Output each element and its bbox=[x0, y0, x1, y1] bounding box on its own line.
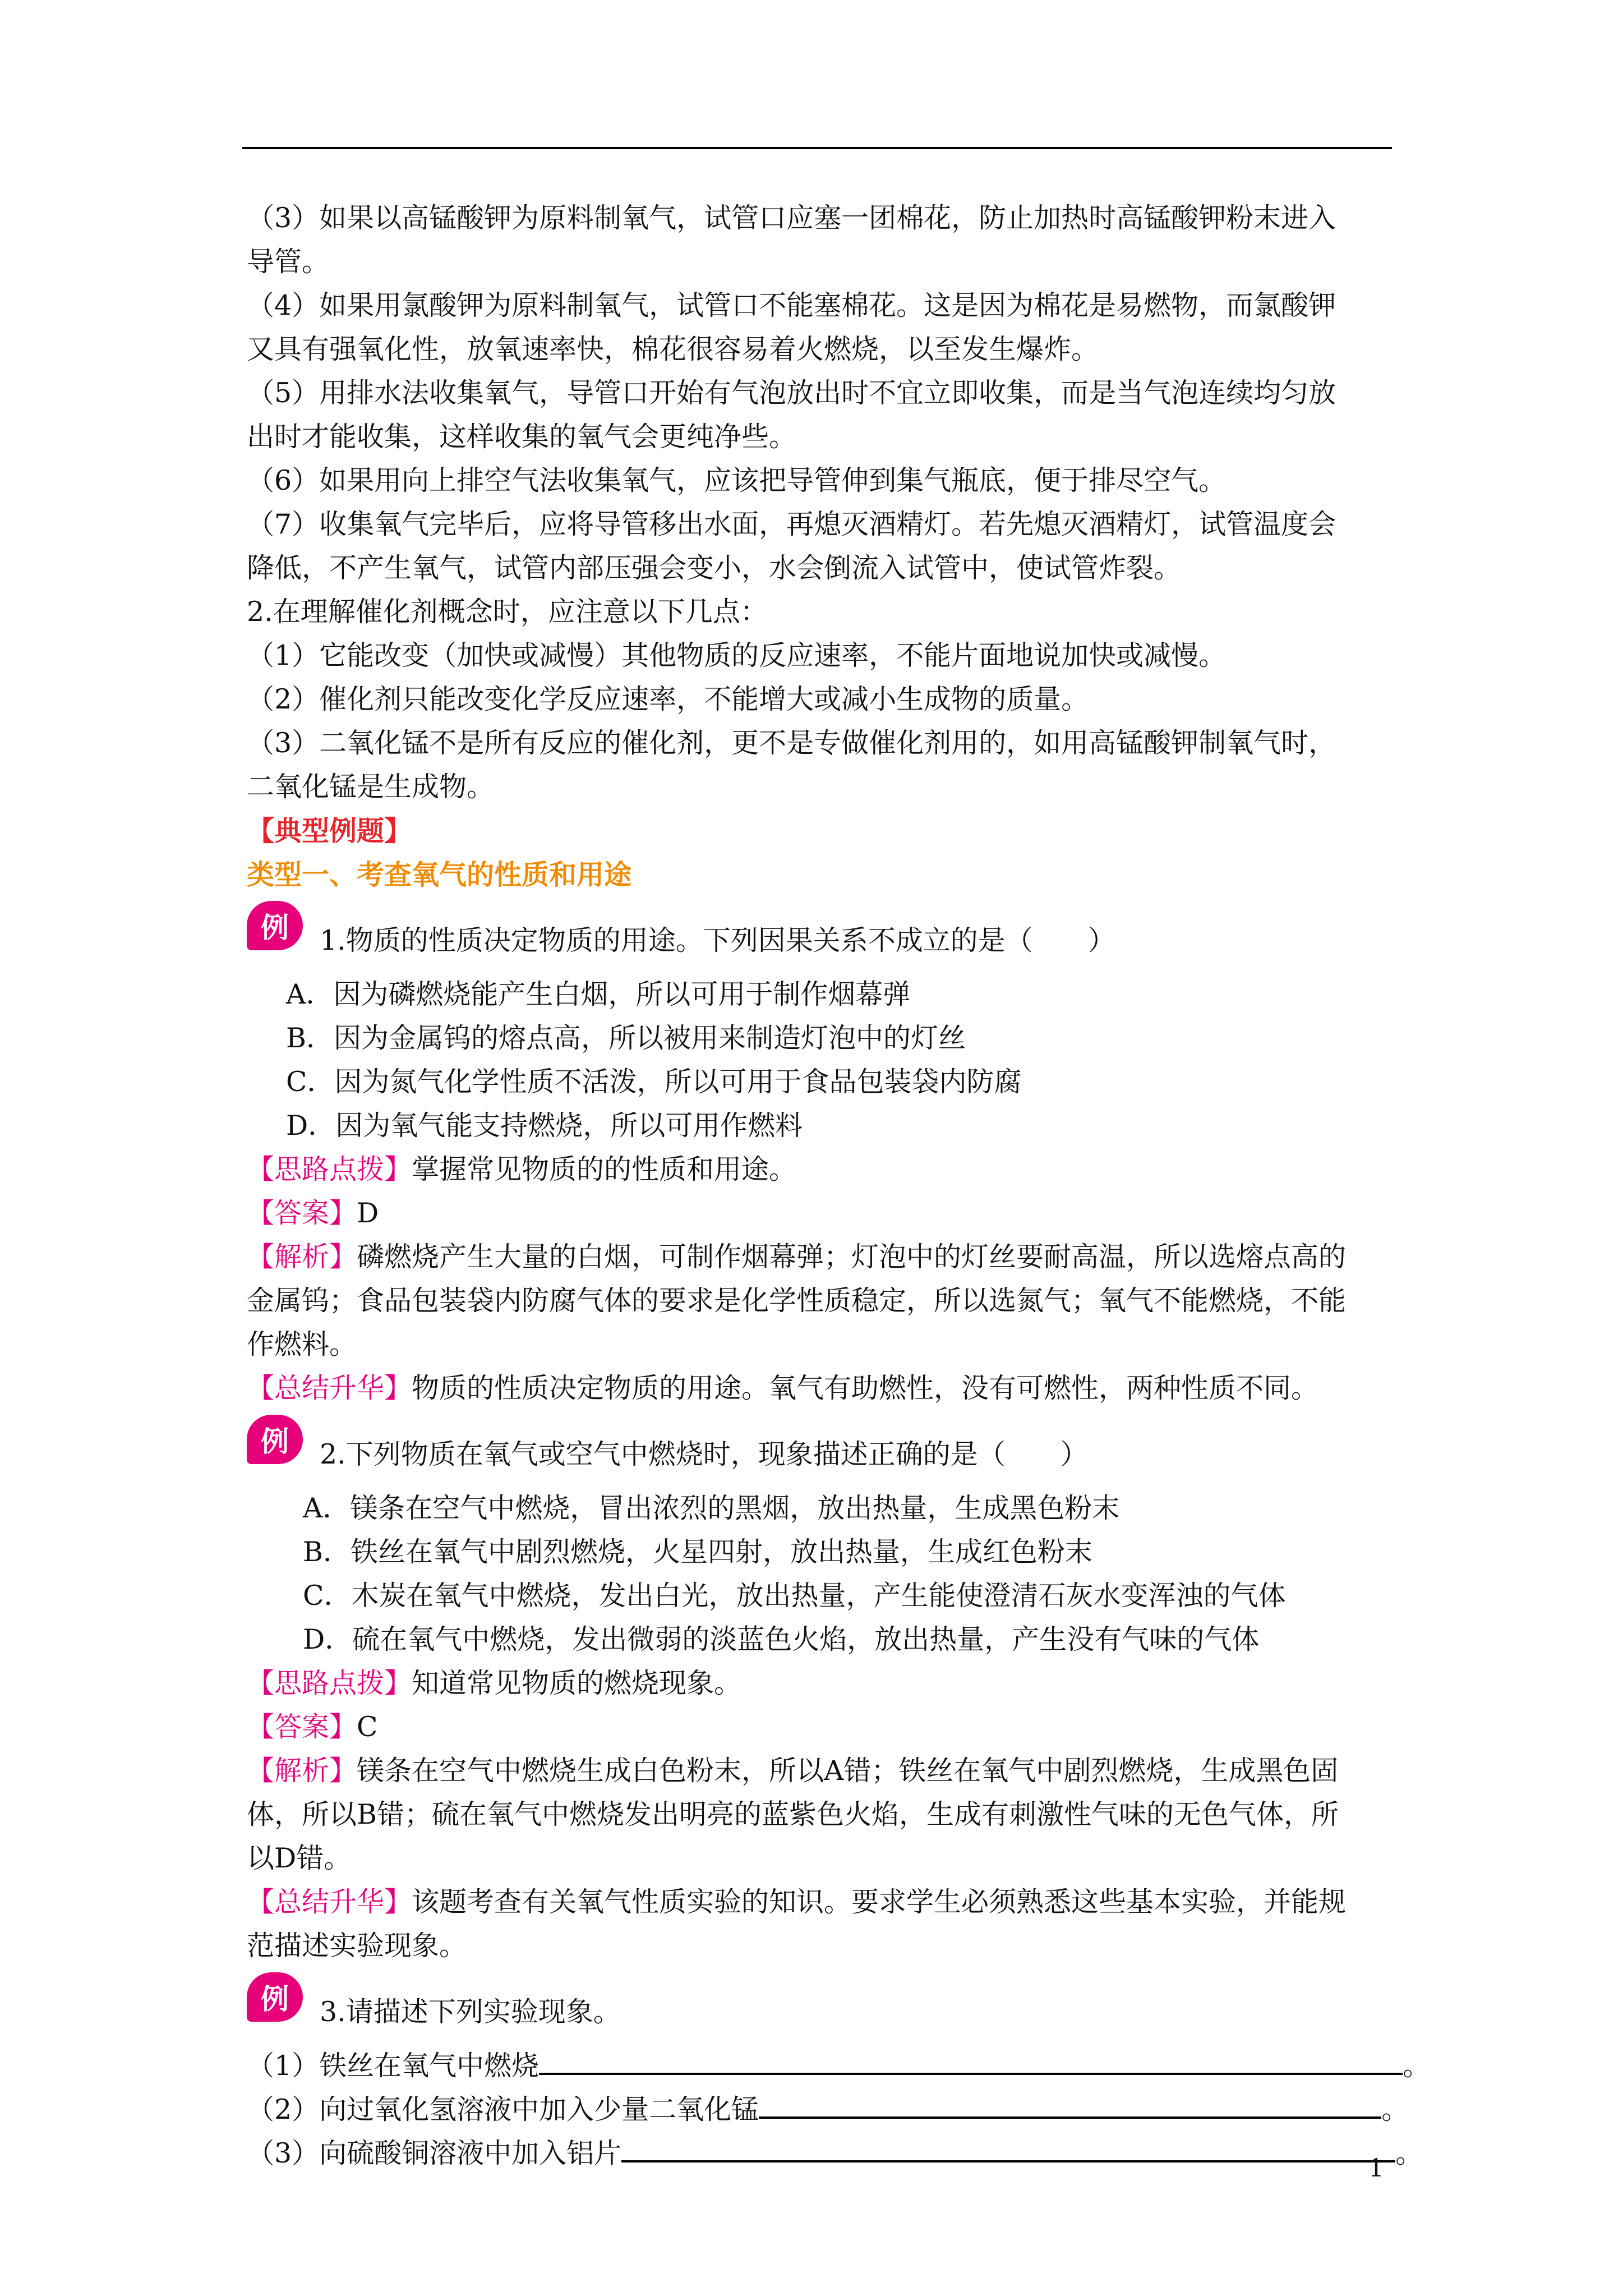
answer-text: C bbox=[357, 1711, 378, 1743]
catalyst-title: 2.在理解催化剂概念时，应注意以下几点： bbox=[247, 596, 768, 628]
example-badge-icon: 例 bbox=[247, 1972, 303, 2022]
note-3-line2: 导管。 bbox=[247, 246, 330, 278]
analysis-label: 【解析】 bbox=[247, 1241, 357, 1273]
note-7-line2: 降低，不产生氧气，试管内部压强会变小，水会倒流入试管中，使试管炸裂。 bbox=[247, 552, 1182, 584]
page-number: 1 bbox=[1368, 2154, 1384, 2183]
summary-label: 【总结升华】 bbox=[247, 1372, 412, 1404]
example-1-option-d: D．因为氧气能支持燃烧，所以可用作燃料 bbox=[286, 1110, 803, 1142]
analysis-text: 磷燃烧产生大量的白烟，可制作烟幕弹；灯泡中的灯丝要耐高温，所以选熔点高的 bbox=[357, 1241, 1347, 1273]
note-7-line1: （7）收集氧气完毕后，应将导管移出水面，再熄灭酒精灯。若先熄灭酒精灯，试管温度会 bbox=[247, 508, 1336, 540]
answer-blank-3[interactable] bbox=[621, 2136, 1395, 2162]
example-1-header bbox=[247, 896, 1458, 956]
example-3-header bbox=[247, 1968, 1458, 2028]
note-4-line1: （4）如果用氯酸钾为原料制氧气，试管口不能塞棉花。这是因为棉花是易燃物，而氯酸钾 bbox=[247, 289, 1336, 321]
example-2-analysis-line3: 以D错。 bbox=[247, 1842, 352, 1874]
example-1-analysis-line2: 金属钨；食品包装袋内防腐气体的要求是化学性质稳定，所以选氮气；氧气不能燃烧，不能 bbox=[247, 1285, 1347, 1317]
item-end: 。 bbox=[1381, 2093, 1409, 2125]
example-1-option-a: A．因为磷燃烧能产生白烟，所以可用于制作烟幕弹 bbox=[286, 978, 911, 1010]
analysis-label: 【解析】 bbox=[247, 1755, 357, 1787]
item-3-text: （3）向硫酸铜溶液中加入铝片 bbox=[247, 2137, 622, 2169]
example-badge-icon: 例 bbox=[247, 1415, 303, 1464]
answer-blank-1[interactable] bbox=[539, 2048, 1403, 2075]
document-body bbox=[247, 196, 1458, 2175]
example-2-analysis-line1 bbox=[247, 1749, 1458, 1793]
example-1-analysis-line1 bbox=[247, 1235, 1458, 1279]
example-2-option-a: A．镁条在空气中燃烧，冒出浓烈的黑烟，放出热量，生成黑色粉末 bbox=[303, 1492, 1120, 1524]
example-2-question: 2.下列物质在氧气或空气中燃烧时，现象描述正确的是（ ） bbox=[320, 1438, 1088, 1470]
item-end: 。 bbox=[1403, 2050, 1431, 2082]
answer-text: D bbox=[357, 1197, 379, 1229]
note-4-line2: 又具有强氧化性，放氧速率快，棉花很容易着火燃烧，以至发生爆炸。 bbox=[247, 333, 1099, 365]
example-2-analysis-line2: 体，所以B错；硫在氧气中燃烧发出明亮的蓝紫色火焰，生成有刺激性气味的无色气体，所 bbox=[247, 1798, 1339, 1830]
summary-label: 【总结升华】 bbox=[247, 1886, 412, 1918]
example-3-item-2 bbox=[247, 2088, 1458, 2132]
note-5-line1: （5）用排水法收集氧气，导管口开始有气泡放出时不宜立即收集，而是当气泡连续均匀放 bbox=[247, 377, 1336, 409]
example-badge-icon: 例 bbox=[247, 901, 303, 950]
example-2-answer bbox=[247, 1705, 1458, 1749]
example-2-option-b: B．铁丝在氧气中剧烈燃烧，火星四射，放出热量，生成红色粉末 bbox=[303, 1536, 1093, 1568]
example-3-question: 3.请描述下列实验现象。 bbox=[320, 1996, 621, 2028]
answer-label: 【答案】 bbox=[247, 1197, 357, 1229]
example-2-option-c: C．木炭在氧气中燃烧，发出白光，放出热量，产生能使澄清石灰水变浑浊的气体 bbox=[303, 1580, 1286, 1612]
example-3-item-3 bbox=[247, 2132, 1458, 2175]
thinking-text: 掌握常见物质的的性质和用途。 bbox=[412, 1153, 797, 1185]
note-3-line1: （3）如果以高锰酸钾为原料制氧气，试管口应塞一团棉花，防止加热时高锰酸钾粉末进入 bbox=[247, 202, 1336, 234]
catalyst-point-2: （2）催化剂只能改变化学反应速率，不能增大或减小生成物的质量。 bbox=[247, 683, 1089, 715]
catalyst-point-1: （1）它能改变（加快或减慢）其他物质的反应速率，不能片面地说加快或减慢。 bbox=[247, 639, 1227, 671]
section-title: 【典型例题】 bbox=[247, 815, 412, 847]
example-2-summary-line2: 范描述实验现象。 bbox=[247, 1930, 467, 1962]
item-1-text: （1）铁丝在氧气中燃烧 bbox=[247, 2050, 540, 2082]
example-1-analysis-line3: 作燃料。 bbox=[247, 1328, 357, 1360]
type1-title: 类型一、考查氧气的性质和用途 bbox=[247, 858, 632, 891]
thinking-text: 知道常见物质的燃烧现象。 bbox=[412, 1667, 742, 1699]
example-1-option-c: C．因为氮气化学性质不活泼，所以可用于食品包装袋内防腐 bbox=[286, 1066, 1022, 1098]
example-1-thinking bbox=[247, 1148, 1458, 1191]
item-end: 。 bbox=[1395, 2137, 1423, 2169]
example-1-summary bbox=[247, 1366, 1458, 1410]
example-2-thinking bbox=[247, 1662, 1458, 1705]
example-2-summary-line1 bbox=[247, 1880, 1458, 1924]
answer-label: 【答案】 bbox=[247, 1711, 357, 1743]
note-6-line1: （6）如果用向上排空气法收集氧气，应该把导管伸到集气瓶底，便于排尽空气。 bbox=[247, 464, 1227, 496]
example-2-option-d: D．硫在氧气中燃烧，发出微弱的淡蓝色火焰，放出热量，产生没有气味的气体 bbox=[303, 1623, 1260, 1655]
analysis-text: 镁条在空气中燃烧生成白色粉末，所以A错；铁丝在氧气中剧烈燃烧，生成黑色固 bbox=[357, 1755, 1339, 1787]
catalyst-point-3-line1: （3）二氧化锰不是所有反应的催化剂，更不是专做催化剂用的，如用高锰酸钾制氧气时， bbox=[247, 727, 1336, 759]
catalyst-point-3-line2: 二氧化锰是生成物。 bbox=[247, 771, 495, 803]
answer-blank-2[interactable] bbox=[759, 2092, 1381, 2119]
summary-text: 该题考查有关氧气性质实验的知识。要求学生必须熟悉这些基本实验，并能规 bbox=[412, 1886, 1347, 1918]
example-1-answer bbox=[247, 1191, 1458, 1235]
example-2-header bbox=[247, 1410, 1458, 1470]
thinking-label: 【思路点拨】 bbox=[247, 1667, 412, 1699]
item-2-text: （2）向过氧化氢溶液中加入少量二氧化锰 bbox=[247, 2093, 759, 2125]
example-1-option-b: B．因为金属钨的熔点高，所以被用来制造灯泡中的灯丝 bbox=[286, 1022, 966, 1054]
note-5-line2: 出时才能收集，这样收集的氧气会更纯净些。 bbox=[247, 421, 797, 453]
thinking-label: 【思路点拨】 bbox=[247, 1153, 412, 1185]
example-3-item-1 bbox=[247, 2044, 1458, 2088]
example-1-question: 1.物质的性质决定物质的用途。下列因果关系不成立的是（ ） bbox=[320, 924, 1115, 956]
header-rule bbox=[242, 147, 1392, 149]
summary-text: 物质的性质决定物质的用途。氧气有助燃性，没有可燃性，两种性质不同。 bbox=[412, 1372, 1319, 1404]
